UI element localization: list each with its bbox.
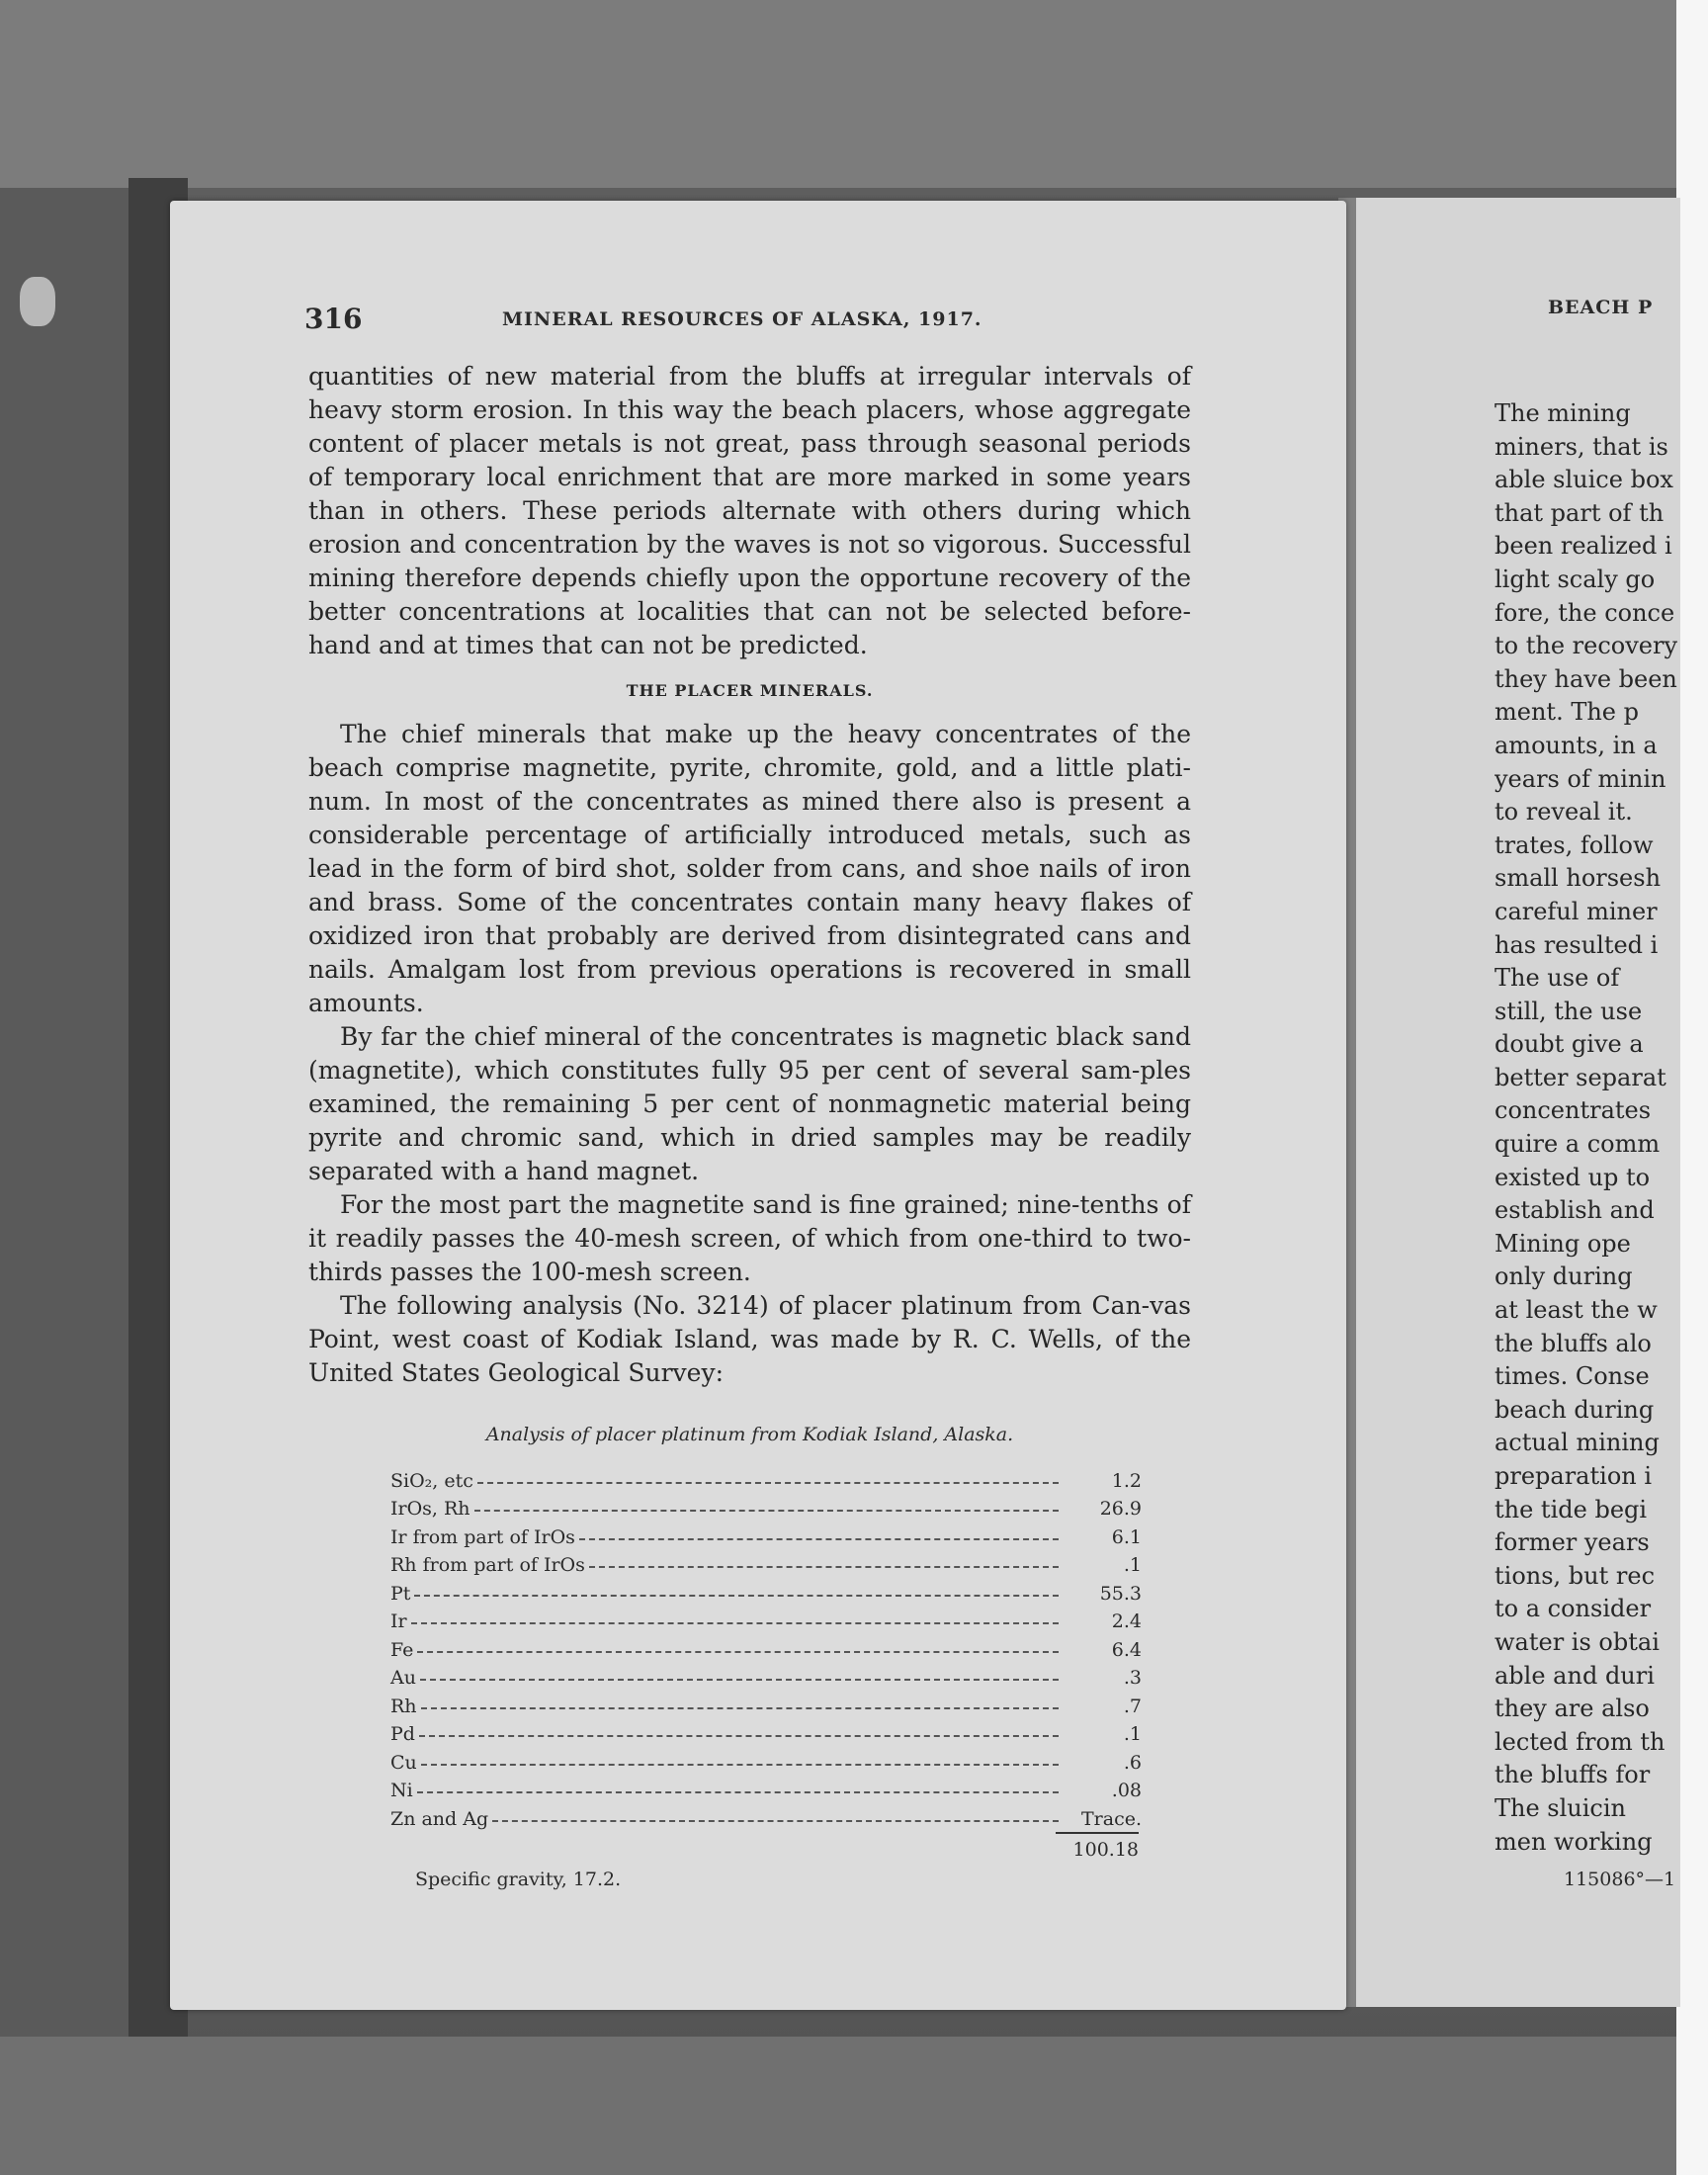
- right-page-line: to the recovery: [1494, 632, 1678, 660]
- right-page-line: the bluffs for: [1494, 1761, 1651, 1789]
- row-value: 26.9: [1099, 1498, 1142, 1520]
- paragraph-4: For the most part the magnetite sand is fine grained; nine-tenths of it readily passes the 40-mesh screen, of which from one-third to two-thirds passes the 100-mesh screen.: [308, 1190, 1191, 1286]
- right-page-line: able and duri: [1494, 1661, 1655, 1690]
- row-label: Zn and Ag: [390, 1807, 489, 1830]
- right-page-line: only during: [1494, 1262, 1633, 1291]
- table-row: [390, 1774, 1142, 1802]
- right-page-line: Mining ope: [1494, 1229, 1631, 1258]
- row-value: 55.3: [1099, 1582, 1142, 1605]
- row-value: .1: [1123, 1554, 1142, 1576]
- right-page-line: small horsesh: [1494, 864, 1662, 893]
- total-rule: [1056, 1832, 1139, 1834]
- right-page-line: amounts, in a: [1494, 731, 1658, 759]
- right-page-line: The mining: [1494, 399, 1631, 427]
- leader-dots: [417, 1791, 1059, 1793]
- right-page-line: quire a comm: [1494, 1130, 1661, 1159]
- leader-dots: [411, 1622, 1059, 1624]
- leader-dots: [420, 1679, 1059, 1681]
- row-label: Ni: [390, 1780, 413, 1801]
- scan-bottom-band: [0, 2037, 1708, 2175]
- leader-dots: [414, 1595, 1059, 1597]
- row-value: 2.4: [1111, 1610, 1142, 1632]
- right-page-footer: 115086°—1: [1564, 1869, 1676, 1890]
- right-page-line: at least the w: [1494, 1296, 1658, 1325]
- table-row: [390, 1605, 1142, 1633]
- row-value: 6.4: [1111, 1638, 1142, 1661]
- right-page-line: times. Conse: [1494, 1362, 1650, 1391]
- row-label: Pt: [390, 1582, 411, 1605]
- right-page-line: they have been: [1494, 664, 1677, 693]
- table-total: 100.18: [1072, 1839, 1139, 1861]
- right-page-line: former years: [1494, 1528, 1650, 1557]
- table-row: [390, 1548, 1142, 1577]
- right-page-line: years of minin: [1494, 764, 1666, 793]
- row-value: .1: [1123, 1723, 1142, 1745]
- right-page-line: able sluice box: [1494, 466, 1673, 494]
- right-page-line: men working: [1494, 1827, 1653, 1856]
- page-number: 316: [304, 303, 363, 335]
- right-page-line: water is obtai: [1494, 1627, 1660, 1656]
- row-label: Pd: [390, 1723, 415, 1745]
- table-row: [390, 1717, 1142, 1746]
- right-page-line: the bluffs alo: [1494, 1329, 1652, 1357]
- leader-dots: [477, 1482, 1059, 1484]
- row-label: Rh: [390, 1695, 417, 1717]
- leader-dots: [492, 1820, 1059, 1822]
- table-row: [390, 1576, 1142, 1605]
- right-page-line: fore, the conce: [1494, 598, 1675, 627]
- leader-dots: [474, 1510, 1059, 1512]
- paragraph-5: The following analysis (No. 3214) of placer platinum from Can-vas Point, west coast of Kodiak Island, was made by R. C. Wells, of the United States Geological Survey:: [308, 1291, 1191, 1387]
- right-page-line: still, the use: [1494, 997, 1643, 1025]
- right-page-line: trates, follow: [1494, 830, 1654, 859]
- specific-gravity: Specific gravity, 17.2.: [415, 1869, 622, 1890]
- scan-top-band: [0, 0, 1708, 188]
- right-page-line: establish and: [1494, 1196, 1655, 1225]
- right-page-line: ment. The p: [1494, 698, 1639, 727]
- row-value: Trace.: [1080, 1807, 1142, 1830]
- table-row: [390, 1661, 1142, 1690]
- row-value: .3: [1123, 1667, 1142, 1689]
- table-row: [390, 1745, 1142, 1774]
- right-page-line: tions, but rec: [1494, 1561, 1656, 1590]
- table-row: [390, 1520, 1142, 1548]
- row-value: .6: [1123, 1751, 1142, 1774]
- right-page-line: lected from th: [1494, 1727, 1665, 1756]
- leader-dots: [419, 1735, 1059, 1737]
- row-value: 1.2: [1111, 1469, 1142, 1492]
- scan-blemish: [20, 277, 55, 326]
- table-caption: Analysis of placer platinum from Kodiak Island, Alaska.: [485, 1424, 1014, 1445]
- right-page-text: [1494, 397, 1682, 1859]
- right-page-line: been realized i: [1494, 532, 1672, 561]
- row-label: SiO₂, etc: [390, 1469, 473, 1492]
- row-value: .08: [1111, 1780, 1142, 1801]
- right-page-line: preparation i: [1494, 1462, 1653, 1490]
- section-heading: THE PLACER MINERALS.: [626, 681, 874, 700]
- right-page-line: the tide begi: [1494, 1495, 1648, 1523]
- paragraph-1: quantities of new material from the bluffs at irregular intervals of heavy storm erosion. In this way the beach placers, whose aggregate content of placer metals is not great, pass through seasonal periods of temporary local enrichment that are more marked in some years than in others. These periods alternate with others during which erosion and concentration by the waves is not so vigorous. Successful mining therefore depends chiefly upon the opportune recovery of the better concentrations at localities that can not be selected before-hand and at times that can not be predicted.: [308, 362, 1191, 659]
- leader-dots: [417, 1651, 1059, 1653]
- right-page-line: they are also: [1494, 1695, 1650, 1723]
- right-page-heading: BEACH P: [1548, 297, 1654, 318]
- right-page-line: has resulted i: [1494, 930, 1659, 959]
- table-row: [390, 1463, 1142, 1492]
- table-row: [390, 1492, 1142, 1521]
- right-page-line: light scaly go: [1494, 565, 1656, 593]
- table-row: [390, 1801, 1142, 1830]
- right-page-line: The use of: [1494, 964, 1620, 993]
- row-label: Fe: [390, 1638, 414, 1661]
- running-head: [304, 303, 1194, 342]
- right-page-line: actual mining: [1494, 1429, 1660, 1457]
- leader-dots: [421, 1764, 1059, 1766]
- row-label: Cu: [390, 1751, 417, 1774]
- right-page-line: existed up to: [1494, 1163, 1651, 1191]
- right-page-line: careful miner: [1494, 897, 1658, 925]
- row-label: IrOs, Rh: [390, 1498, 470, 1520]
- paragraph-2: The chief minerals that make up the heavy concentrates of the beach comprise magnetite, pyrite, chromite, gold, and a little plati-num. In most of the concentrates as mined there also is present a considerable percentage of artificially introduced metals, such as lead in the form of bird shot, solder from cans, and shoe nails of iron and brass. Some of the concentrates contain many heavy flakes of oxidized iron that probably are derived from disintegrated cans and nails. Amalgam lost from previous operations is recovered in small amounts.: [308, 720, 1191, 1017]
- leader-dots: [589, 1566, 1059, 1568]
- table-row: [390, 1632, 1142, 1661]
- row-value: .7: [1123, 1695, 1142, 1717]
- body-text: [308, 360, 1191, 1390]
- row-label: Ir: [390, 1610, 407, 1632]
- table-row: [390, 1689, 1142, 1717]
- right-page-line: beach during: [1494, 1395, 1655, 1424]
- row-value: 6.1: [1111, 1525, 1142, 1548]
- paragraph-3: By far the chief mineral of the concentrates is magnetic black sand (magnetite), which constitutes fully 95 per cent of several sam-ples examined, the remaining 5 per cent of nonmagnetic material being pyrite and chromic sand, which in dried samples may be readily separated with a hand magnet.: [308, 1022, 1191, 1185]
- leader-dots: [421, 1707, 1059, 1709]
- running-title: MINERAL RESOURCES OF ALASKA, 1917.: [502, 308, 982, 330]
- row-label: Au: [390, 1667, 416, 1689]
- right-page-line: to a consider: [1494, 1595, 1652, 1623]
- right-page-line: The sluicin: [1494, 1793, 1626, 1822]
- right-page-line: that part of th: [1494, 498, 1665, 527]
- analysis-table: [390, 1463, 1142, 1830]
- row-label: Ir from part of IrOs: [390, 1525, 575, 1548]
- leader-dots: [579, 1538, 1059, 1540]
- right-page-line: better separat: [1494, 1063, 1666, 1091]
- right-page-line: to reveal it.: [1494, 798, 1633, 826]
- right-page-line: doubt give a: [1494, 1030, 1644, 1059]
- right-page-line: miners, that is: [1494, 432, 1668, 461]
- row-label: Rh from part of IrOs: [390, 1554, 585, 1576]
- right-page-line: concentrates: [1494, 1096, 1652, 1125]
